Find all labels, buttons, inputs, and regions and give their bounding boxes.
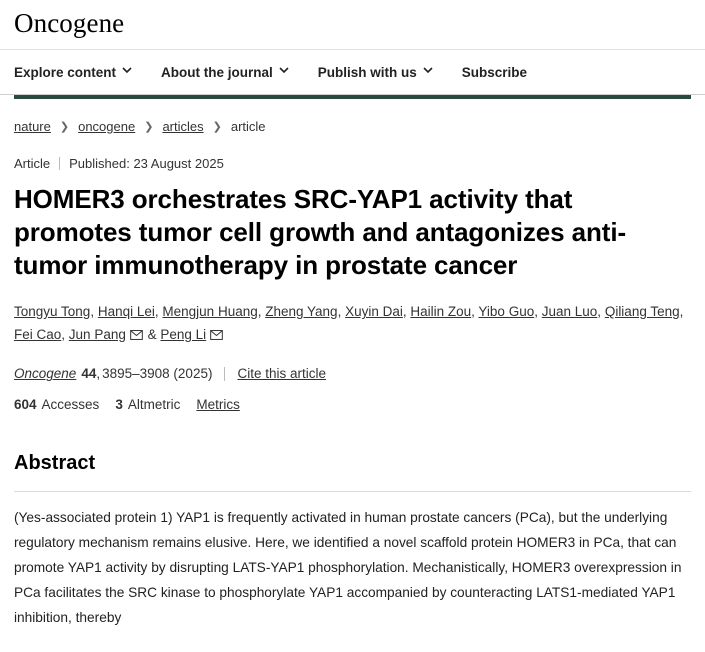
meta-divider — [59, 157, 60, 170]
abstract-divider — [14, 491, 691, 492]
author-ampersand: & — [147, 327, 157, 343]
altmetric-label: Altmetric — [127, 397, 181, 413]
breadcrumb-separator-icon: ❯ — [144, 121, 154, 133]
abstract-text: (Yes-associated protein 1) YAP1 is frequently activated in human prostate cancers (PCa), but the underlying regulatory mechanism remains elusive. Here, we identified a novel scaffold protein HOMER3 in PCa, that can promote YAP1 activity by disrupting LATS-YAP1 phosphorylation. Mechanistically, HOMER3 overexpression in PCa facilitates the SRC kinase to phosphorylate YAP1 accompanied by counteracting LATS1-mediated YAP1 inhibition, thereby — [14, 510, 682, 626]
nav-item-label: Explore content — [14, 64, 117, 80]
citation-line: Oncogene 44 , 3895–3908 (2025) Cite this article — [14, 366, 326, 382]
abstract-heading: Abstract — [14, 452, 96, 475]
author-list: Tongyu Tong, Hanqi Lei, Mengjun Huang, Zheng Yang, Xuyin Dai, Hailin Zou, Yibo Guo, Juan Luo, Qiliang Teng, Fei Cao, Jun Pang & Peng Li — [14, 304, 684, 343]
cite-this-article-link[interactable]: Cite this article — [237, 366, 326, 382]
author-link[interactable]: Zheng Yang — [265, 304, 338, 320]
accesses-label: Accesses — [41, 397, 100, 413]
nav-item-about-the-journal[interactable] — [161, 65, 288, 80]
breadcrumb-separator-icon: ❯ — [59, 121, 70, 133]
breadcrumb-item-oncogene[interactable]: oncogene — [78, 119, 136, 134]
author-link[interactable]: Mengjun Huang — [162, 304, 258, 320]
article-content — [0, 99, 705, 631]
author-link[interactable]: Hanqi Lei — [97, 304, 155, 320]
citation-journal[interactable]: Oncogene — [14, 366, 77, 382]
breadcrumb-separator-icon: ❯ — [212, 121, 222, 133]
author-link[interactable]: Jun Pang — [68, 327, 126, 343]
article-meta-line — [14, 156, 691, 171]
accesses-count: 604 — [14, 397, 37, 413]
nav-item-label: Subscribe — [461, 64, 528, 80]
author-link[interactable]: Xuyin Dai — [345, 304, 403, 320]
altmetric-count: 3 — [115, 397, 123, 413]
publication-date: Published: 23 August 2025 — [69, 156, 224, 171]
author-link[interactable]: Fei Cao — [14, 327, 62, 343]
breadcrumb-current: article — [230, 119, 266, 134]
nav-item-label: Publish with us — [317, 64, 417, 80]
breadcrumb-item-nature[interactable]: nature — [14, 119, 51, 134]
nav-item-explore-content[interactable] — [14, 65, 131, 80]
citation-volume: 44 — [81, 366, 97, 382]
metrics-link[interactable]: Metrics — [196, 397, 240, 413]
article-type: Article — [14, 156, 51, 171]
nav-item-subscribe[interactable] — [462, 65, 527, 80]
author-link[interactable]: Juan Luo — [541, 304, 598, 320]
breadcrumb-item-articles[interactable]: articles — [162, 119, 204, 134]
breadcrumb — [14, 99, 691, 134]
chevron-down-icon — [122, 67, 131, 76]
citation-pages: 3895–3908 (2025) — [102, 366, 213, 382]
nav-item-label: About the journal — [161, 64, 273, 80]
email-icon[interactable] — [210, 330, 223, 340]
email-icon[interactable] — [130, 330, 143, 340]
primary-navigation — [0, 49, 705, 95]
citation-divider — [224, 367, 225, 381]
page-title: HOMER3 orchestrates SRC-YAP1 activity that promotes tumor cell growth and antagonizes anti-tumor immunotherapy in prostate cancer — [14, 184, 627, 281]
nav-item-publish-with-us[interactable] — [318, 65, 432, 80]
chevron-down-icon — [279, 67, 288, 76]
journal-logo[interactable]: Oncogene — [14, 7, 125, 38]
author-link[interactable]: Yibo Guo — [478, 304, 535, 320]
author-link[interactable]: Tongyu Tong — [14, 304, 91, 320]
author-link[interactable]: Hailin Zou — [410, 304, 472, 320]
chevron-down-icon — [423, 67, 432, 76]
masthead — [0, 0, 705, 49]
author-link[interactable]: Qiliang Teng — [604, 304, 680, 320]
article-metrics — [14, 397, 691, 412]
author-link[interactable]: Peng Li — [160, 327, 207, 343]
